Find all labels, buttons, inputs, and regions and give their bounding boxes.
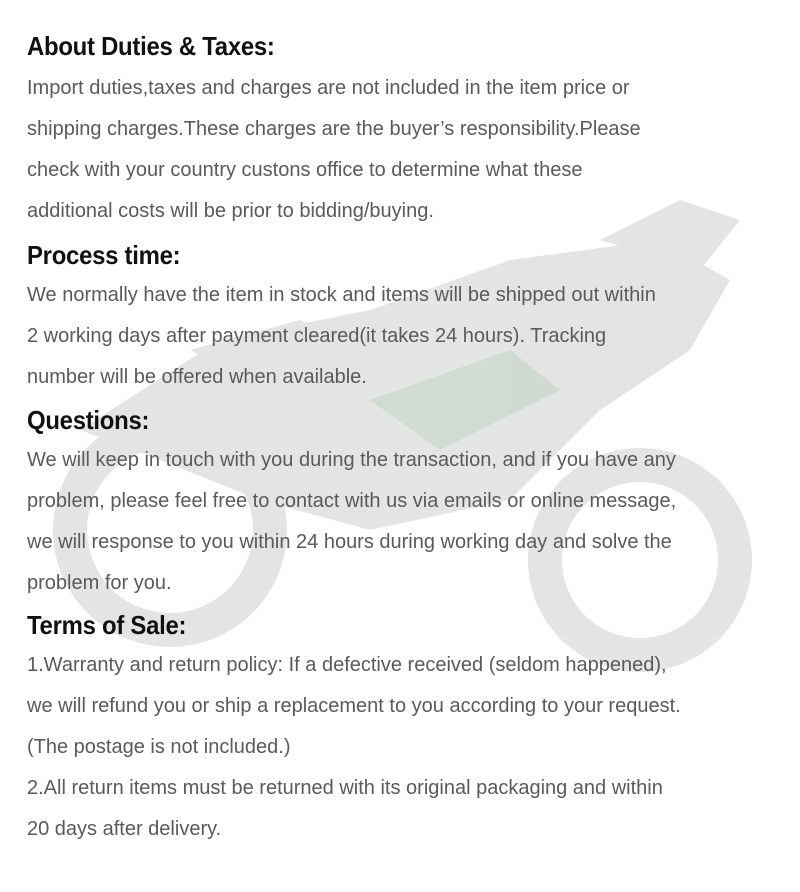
text-line: 1.Warranty and return policy: If a defective received (seldom happened), xyxy=(27,654,667,676)
duties-taxes-text xyxy=(27,68,787,232)
terms-of-sale-text xyxy=(27,645,787,850)
process-time-text xyxy=(27,275,787,398)
text-line: check with your country custons office to determine what these xyxy=(27,159,583,181)
duties-taxes-heading: About Duties & Taxes: xyxy=(27,31,275,61)
terms-of-sale-section xyxy=(27,605,787,850)
text-line: problem, please feel free to contact with us via emails or online message, xyxy=(27,490,677,512)
text-line: We will keep in touch with you during the transaction, and if you have any xyxy=(27,449,676,471)
process-time-heading: Process time: xyxy=(27,240,181,270)
text-line: Import duties,taxes and charges are not included in the item price or xyxy=(27,77,630,99)
text-line: We normally have the item in stock and items will be shipped out within xyxy=(27,284,656,306)
text-line: shipping charges.These charges are the buyer’s responsibility.Please xyxy=(27,118,641,140)
text-line: 2.All return items must be returned with its original packaging and within xyxy=(27,777,663,799)
terms-of-sale-heading: Terms of Sale: xyxy=(27,610,187,640)
duties-taxes-section xyxy=(27,26,787,232)
text-line: we will response to you within 24 hours during working day and solve the xyxy=(27,531,672,553)
text-line: 20 days after delivery. xyxy=(27,818,222,840)
text-line: additional costs will be prior to bidding/buying. xyxy=(27,200,434,222)
text-line: number will be offered when available. xyxy=(27,366,367,388)
text-line: problem for you. xyxy=(27,572,172,594)
questions-text xyxy=(27,440,787,604)
questions-section xyxy=(27,400,787,604)
text-line: (The postage is not included.) xyxy=(27,736,291,758)
process-time-section xyxy=(27,235,787,398)
questions-heading: Questions: xyxy=(27,405,150,435)
text-line: 2 working days after payment cleared(it takes 24 hours). Tracking xyxy=(27,325,607,347)
text-line: we will refund you or ship a replacement to you according to your request. xyxy=(27,695,681,717)
